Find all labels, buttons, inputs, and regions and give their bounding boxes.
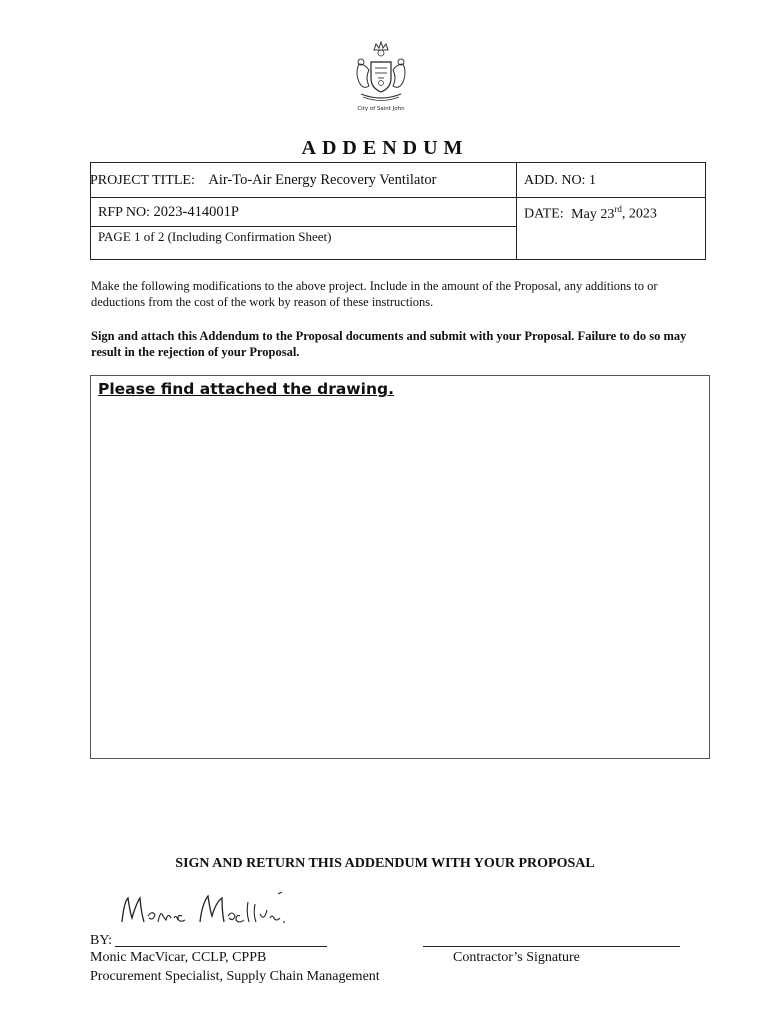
handwritten-signature	[118, 888, 288, 934]
add-no-value: 1	[588, 173, 596, 188]
instruction-paragraph: Make the following modifications to the above project. Include in the amount of the Proposal, any additions to or deductions from the cost of the work by reason of these instructions.	[91, 279, 658, 309]
sign-attach-warning: Sign and attach this Addendum to the Proposal documents and submit with your Proposal. Failure to do so may result in the rejection of your Proposal.	[91, 329, 687, 359]
date-ordinal-suffix: rd	[614, 204, 622, 214]
rfp-no-cell	[98, 204, 239, 221]
rfp-no-value: 2023-414001P	[153, 204, 239, 220]
content-box-text: Please find attached the drawing.	[98, 380, 394, 398]
crest-icon	[345, 40, 417, 112]
date-label: DATE:	[524, 206, 564, 222]
addendum-content-box	[90, 375, 710, 759]
by-label: BY:	[90, 933, 113, 948]
rfp-no-label: RFP NO:	[98, 205, 151, 220]
signer-role: Procurement Specialist, Supply Chain Management	[90, 969, 380, 984]
contractor-signature-line	[423, 946, 680, 947]
add-no-cell	[524, 173, 596, 189]
sign-return-text: SIGN AND RETURN THIS ADDENDUM WITH YOUR PROPOSAL	[175, 856, 595, 871]
date-month-day: May 23	[571, 206, 615, 222]
page-info: PAGE 1 of 2 (Including Confirmation Sheet)	[98, 229, 332, 244]
project-title-label: PROJECT TITLE:	[90, 173, 195, 188]
date-year: , 2023	[621, 206, 657, 222]
contractor-signature-label: Contractor’s Signature	[453, 950, 580, 965]
logo-caption: City of Saint John	[357, 106, 405, 112]
city-crest-logo	[345, 40, 417, 112]
signature-line	[115, 946, 327, 947]
signature-icon	[118, 888, 288, 934]
date-cell	[524, 204, 657, 223]
sign-and-return-notice	[0, 856, 770, 872]
signer-name: Monic MacVicar, CCLP, CPPB	[90, 950, 267, 965]
document-title: ADDENDUM	[301, 137, 469, 159]
header-table	[90, 162, 706, 260]
project-title-value: Air-To-Air Energy Recovery Ventilator	[208, 172, 437, 188]
project-title-cell	[90, 172, 436, 189]
add-no-label: ADD. NO:	[524, 173, 586, 188]
